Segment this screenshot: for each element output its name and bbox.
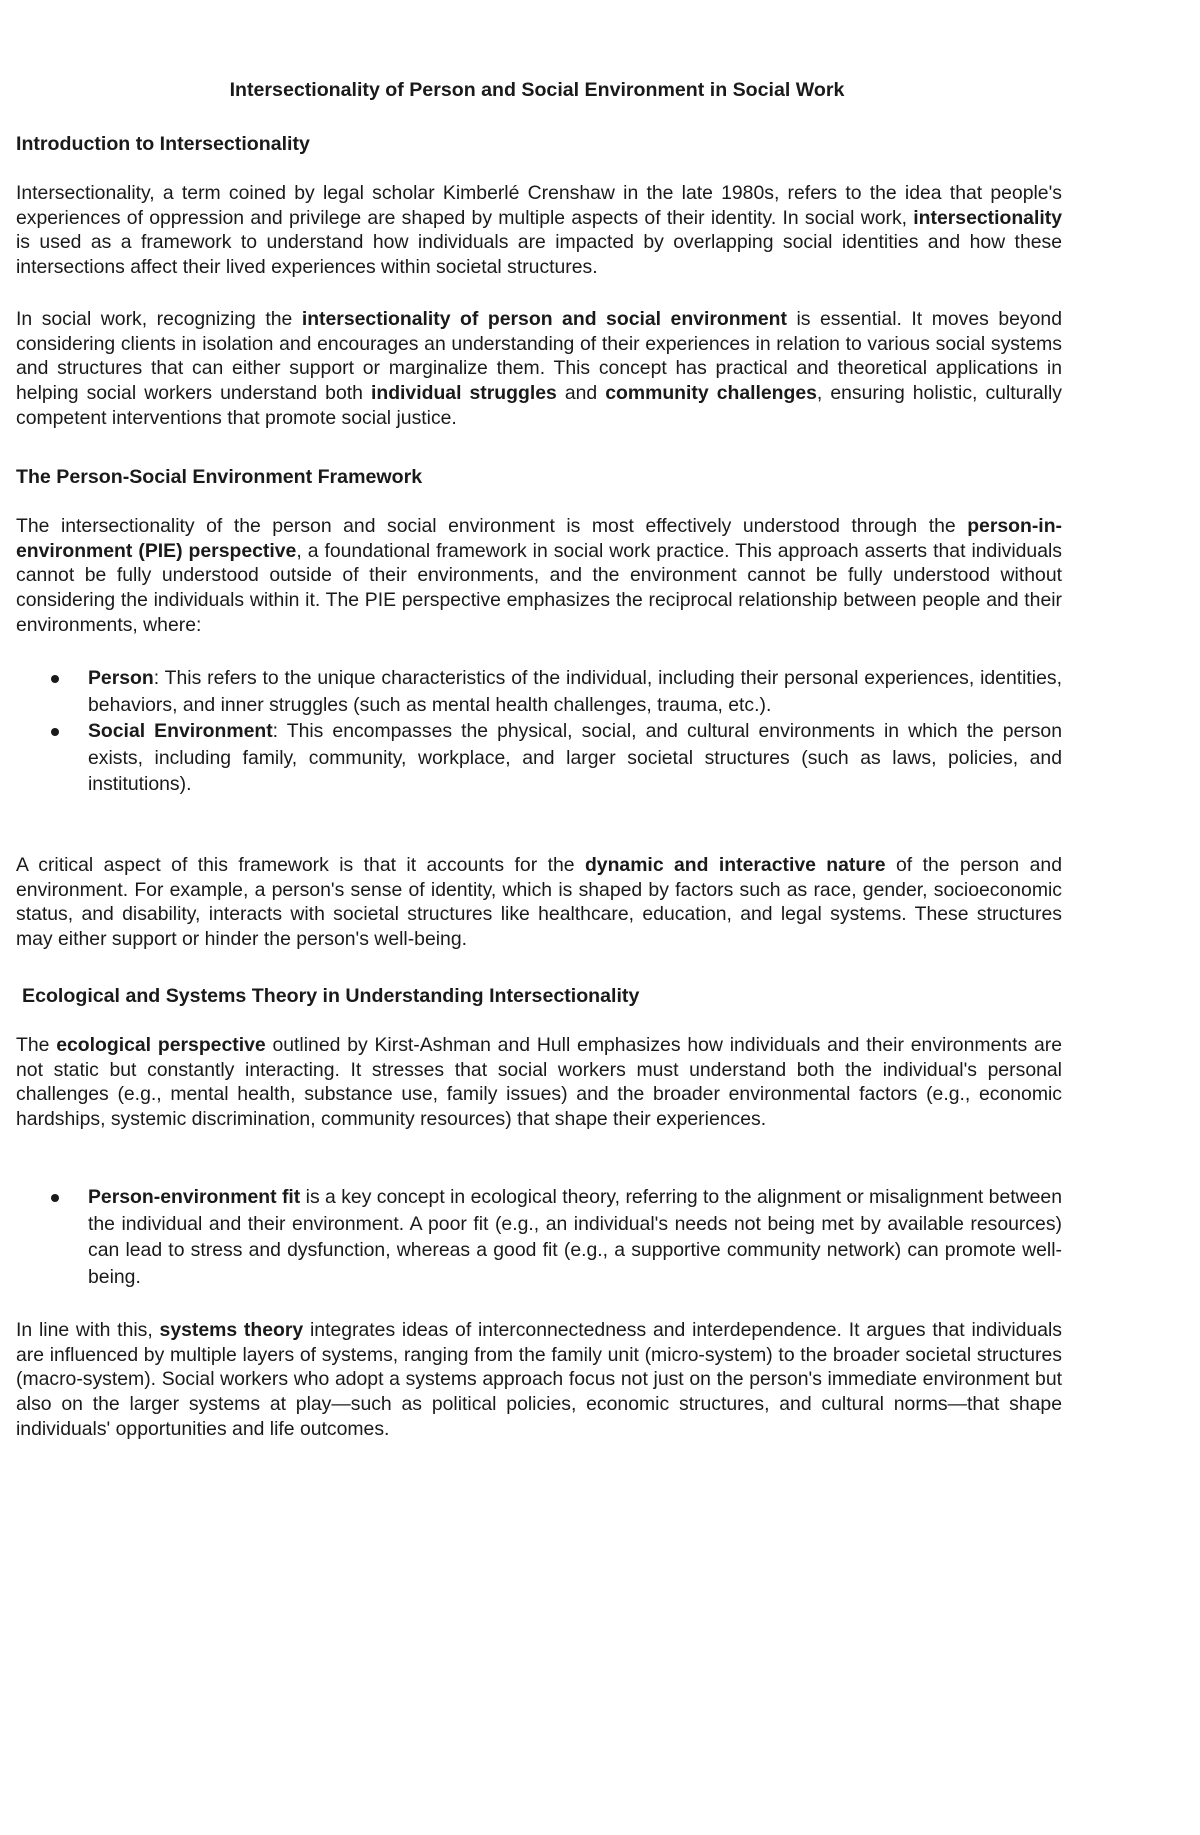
bullet-icon [51,728,59,736]
bullet-icon [51,1194,59,1202]
list-item: Social Environment: This encompasses the physical, social, and cultural environments in which the person exists, including family, community, workplace, and larger societal structures (such as laws, policies, and institutions). [16,718,1062,798]
ecological-bullet-list [16,1184,1062,1290]
heading-ecological-systems-theory: Ecological and Systems Theory in Understanding Intersectionality [22,985,640,1007]
heading-person-social-environment-framework: The Person-Social Environment Framework [16,466,423,488]
framework-paragraph-1: The intersectionality of the person and social environment is most effectively understood through the person-in-environment (PIE) perspective, a foundational framework in social work practice. This approach asserts that individuals cannot be fully understood outside of their environments, and the environment cannot be fully understood without considering the individuals within it. The PIE perspective emphasizes the reciprocal relationship between people and their environments, where: [16,515,1063,636]
list-item: Person: This refers to the unique characteristics of the individual, including their personal experiences, identities, behaviors, and inner struggles (such as mental health challenges, trauma, etc.). [16,665,1062,718]
framework-bullet-list [16,665,1062,798]
ecological-paragraph-1: The ecological perspective outlined by Kirst-Ashman and Hull emphasizes how individuals and their environments are not static but constantly interacting. It stresses that social workers must understand both the individual's personal challenges (e.g., mental health, substance use, family issues) and the broader environmental factors (e.g., economic hardships, systemic discrimination, community resources) that shape their experiences. [16,1034,1062,1131]
bullet-icon [51,675,59,683]
list-item: Person-environment fit is a key concept in ecological theory, referring to the alignment or misalignment between the individual and their environment. A poor fit (e.g., an individual's needs not being met by available resources) can lead to stress and dysfunction, whereas a good fit (e.g., a supportive community network) can promote well-being. [16,1184,1062,1290]
framework-paragraph-2: A critical aspect of this framework is that it accounts for the dynamic and interactive nature of the person and environment. For example, a person's sense of identity, which is shaped by factors such as race, gender, socioeconomic status, and disability, interacts with societal structures like healthcare, education, and legal systems. These structures may either support or hinder the person's well-being. [16,854,1062,951]
heading-introduction: Introduction to Intersectionality [16,133,310,155]
document-title: Intersectionality of Person and Social Environment in Social Work [229,79,845,101]
intro-paragraph-2: In social work, recognizing the intersectionality of person and social environment is essential. It moves beyond considering clients in isolation and encourages an understanding of their experiences in relation to various social systems and structures that can either support or marginalize them. This concept has practical and theoretical applications in helping social workers understand both individual struggles and community challenges, ensuring holistic, culturally competent interventions that promote social justice. [16,308,1062,429]
intro-paragraph-1: Intersectionality, a term coined by legal scholar Kimberlé Crenshaw in the late 1980s, refers to the idea that people's experiences of oppression and privilege are shaped by multiple aspects of their identity. In social work, intersectionality is used as a framework to understand how individuals are impacted by overlapping social identities and how these intersections affect their lived experiences within societal structures. [16,182,1062,279]
ecological-paragraph-2: In line with this, systems theory integrates ideas of interconnectedness and interdependence. It argues that individuals are influenced by multiple layers of systems, ranging from the family unit (micro-system) to the broader societal structures (macro-system). Social workers who adopt a systems approach focus not just on the person's immediate environment but also on the larger systems at play—such as political policies, economic structures, and cultural norms—that shape individuals' opportunities and life outcomes. [16,1319,1063,1440]
